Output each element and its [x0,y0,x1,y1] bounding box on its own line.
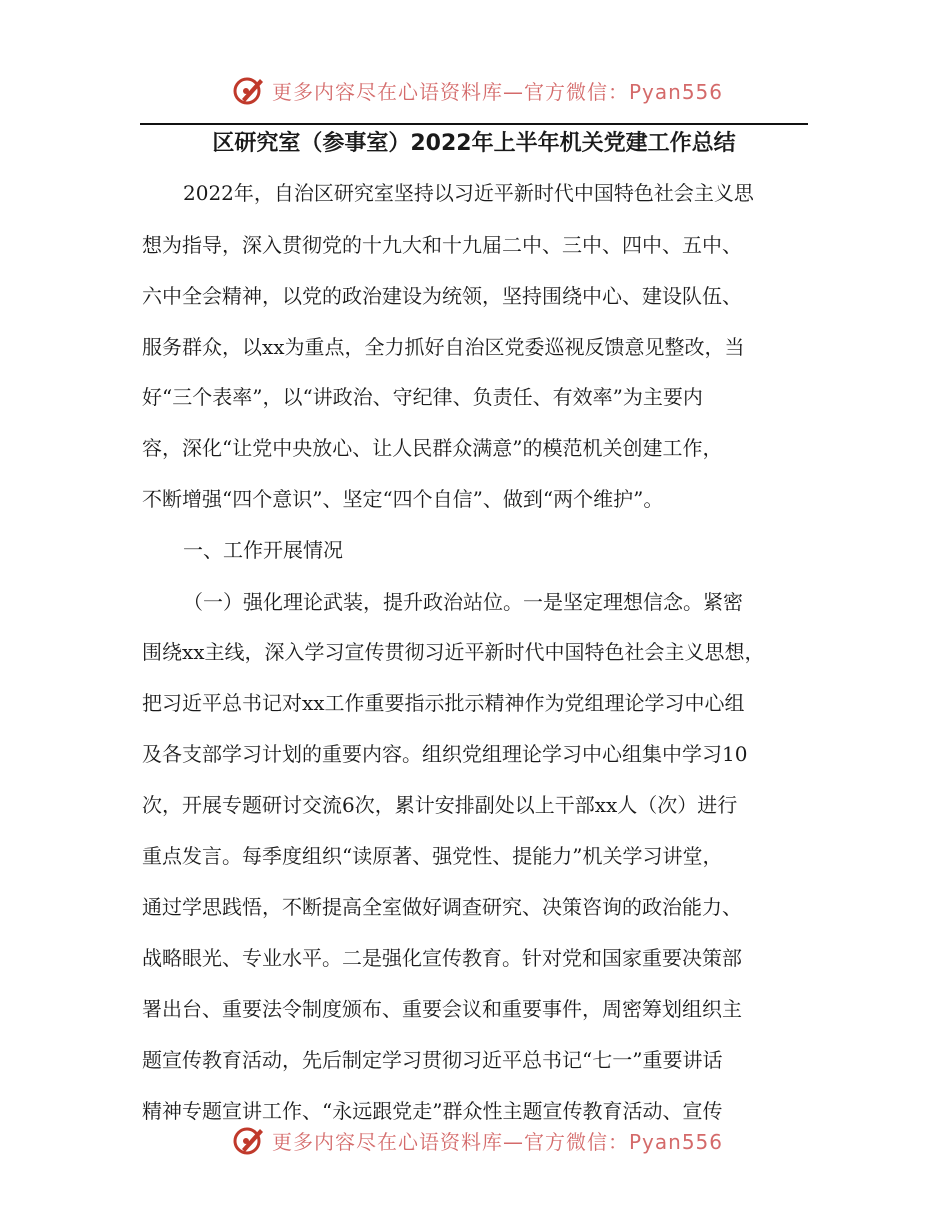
section-heading: 一、工作开展情况 [183,538,343,562]
watermark-header [232,70,752,110]
watermark-footer [232,1120,752,1160]
paragraph-line: 想为指导，深入贯彻党的十九大和十九届二中、三中、四中、五中、 [142,233,742,257]
paragraph-line: 六中全会精神，以党的政治建设为统领，坚持围绕中心、建设队伍、 [142,284,742,308]
paragraph-line: 重点发言。每季度组织“读原著、强党性、提能力”机关学习讲堂， [142,844,723,868]
paragraph-line: 战略眼光、专业水平。二是强化宣传教育。针对党和国家重要决策部 [142,946,742,970]
title-divider [140,123,808,125]
paragraph-line: 精神专题宣讲工作、“永远跟党走”群众性主题宣传教育活动、宣传 [142,1099,723,1123]
paragraph-line: 通过学思践悟，不断提高全室做好调查研究、决策咨询的政治能力、 [142,895,742,919]
paragraph-line: 及各支部学习计划的重要内容。组织党组理论学习中心组集中学习10 [142,742,748,766]
pen-circle-icon [232,1123,266,1157]
paragraph-line: 2022年，自治区研究室坚持以习近平新时代中国特色社会主义思 [183,181,754,205]
paragraph-line: 不断增强“四个意识”、坚定“四个自信”、做到“两个维护”。 [142,487,664,511]
watermark-text: 更多内容尽在心语资料库—官方微信：Pyan556 [272,1129,724,1154]
paragraph-line: 服务群众，以xx为重点，全力抓好自治区党委巡视反馈意见整改，当 [142,335,745,359]
pen-circle-icon [232,73,266,107]
paragraph-line: 好“三个表率”，以“讲政治、守纪律、负责任、有效率”为主要内 [142,385,703,409]
paragraph-line: 把习近平总书记对xx工作重要指示批示精神作为党组理论学习中心组 [142,691,745,715]
paragraph-line: 容，深化“让党中央放心、让人民群众满意”的模范机关创建工作， [142,436,723,460]
paragraph-line: （一）强化理论武装，提升政治站位。一是坚定理想信念。紧密 [183,590,743,614]
paragraph-line: 署出台、重要法令制度颁布、重要会议和重要事件，周密筹划组织主 [142,997,742,1021]
watermark-text: 更多内容尽在心语资料库—官方微信：Pyan556 [272,79,724,104]
document-title: 区研究室（参事室）2022年上半年机关党建工作总结 [212,131,736,156]
paragraph-line: 题宣传教育活动，先后制定学习贯彻习近平总书记“七一”重要讲话 [142,1048,723,1072]
paragraph-line: 围绕xx主线，深入学习宣传贯彻习近平新时代中国特色社会主义思想， [142,640,765,664]
paragraph-line: 次，开展专题研讨交流6次，累计安排副处以上干部xx人（次）进行 [142,793,738,817]
